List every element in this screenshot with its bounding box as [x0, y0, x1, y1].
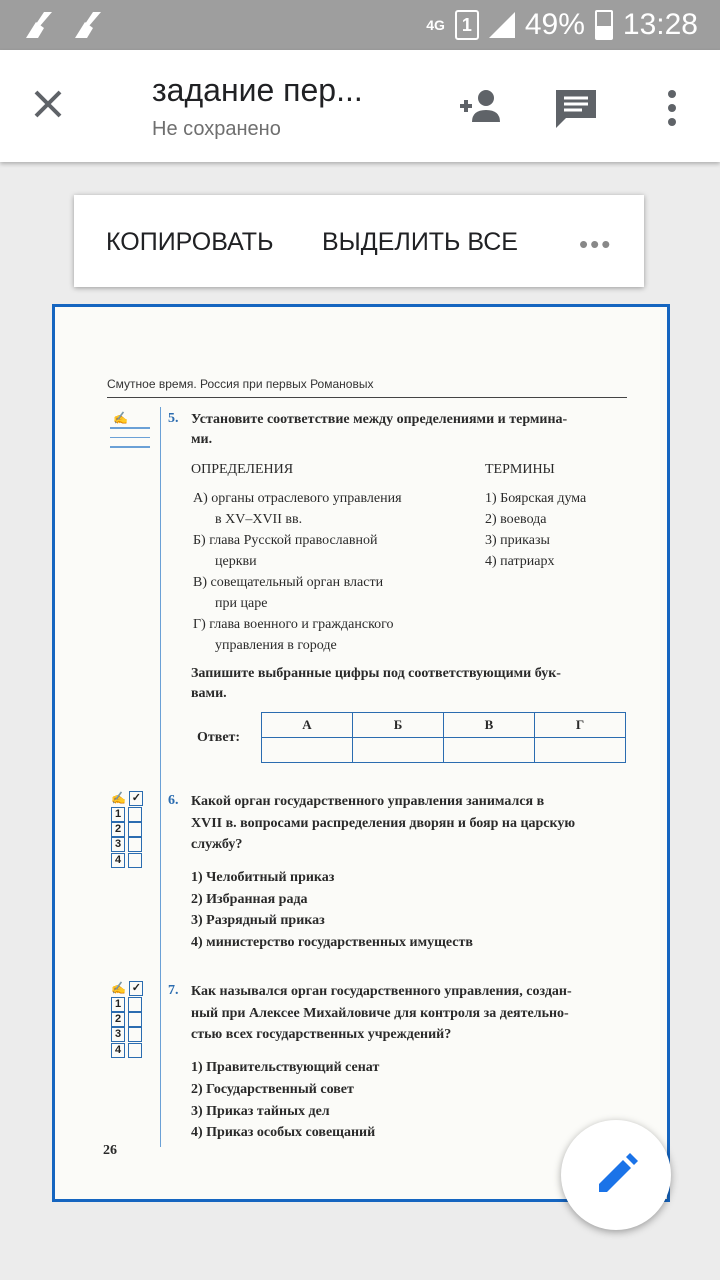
checkbox: [128, 853, 142, 868]
option-number: 4: [111, 1043, 125, 1058]
definition-line: Г) глава военного и гражданского: [193, 617, 394, 632]
document-title: задание пер...: [152, 72, 363, 108]
answer-header: А: [262, 713, 353, 738]
definition-line: церкви: [215, 554, 257, 569]
option-number: 4: [111, 853, 125, 868]
definition-line: Б) глава Русской православной: [193, 533, 378, 548]
broom-icon: [71, 10, 107, 40]
copy-button[interactable]: КОПИРОВАТЬ: [106, 228, 274, 256]
broom-icon: [22, 10, 58, 40]
definition-line: в XV–XVII вв.: [215, 512, 303, 527]
page-header: Смутное время. Россия при первых Романовых: [107, 377, 374, 391]
q5-number: 5.: [168, 411, 179, 426]
margin-lines: [110, 427, 150, 456]
definition-line: А) органы отраслевого управления: [193, 491, 402, 506]
clock: 13:28: [622, 8, 698, 41]
option-number: 1: [111, 807, 125, 822]
terms-title: ТЕРМИНЫ: [485, 462, 555, 477]
term-item: 2) воевода: [485, 512, 547, 527]
checkbox: [128, 837, 142, 852]
option-number: 3: [111, 1027, 125, 1042]
checkbox: [128, 1043, 142, 1058]
status-bar: [0, 0, 720, 50]
document-image[interactable]: [52, 304, 670, 1202]
save-status: Не сохранено: [152, 118, 281, 140]
answer-cell: [262, 738, 353, 763]
q7-text-line1: Как назывался орган государственного управления, создан-: [191, 984, 572, 999]
battery-icon: [595, 10, 613, 40]
term-item: 1) Боярская дума: [485, 491, 587, 506]
add-person-icon[interactable]: [456, 84, 504, 132]
checkbox: [128, 997, 142, 1012]
option-number: 1: [111, 997, 125, 1012]
definitions-title: ОПРЕДЕЛЕНИЯ: [191, 462, 294, 477]
checked-box-icon: ✓: [129, 981, 143, 996]
q7-text-line2: ный при Алексее Михайловиче для контроля за деятельно-: [191, 1006, 569, 1021]
q6-text-line3: службу?: [191, 837, 243, 852]
close-icon[interactable]: [28, 84, 68, 124]
q5-text-line1: Установите соответствие между определениями и термина-: [191, 412, 568, 427]
term-item: 4) патриарх: [485, 554, 555, 569]
q7-option: 2) Государственный совет: [191, 1082, 354, 1097]
checkbox: [128, 822, 142, 837]
q6-option: 4) министерство государственных имуществ: [191, 935, 473, 950]
edit-pencil-icon: [561, 1120, 671, 1230]
definition-line: В) совещательный орган власти: [193, 575, 384, 590]
edit-fab-button[interactable]: [561, 1120, 671, 1230]
notification-icons: [22, 10, 107, 47]
sim-icon: 1: [455, 10, 479, 40]
answer-header: В: [444, 713, 535, 738]
checkbox: [128, 1027, 142, 1042]
network-type-icon: 4G: [426, 17, 445, 33]
q5-instruction-line1: Запишите выбранные цифры под соответствующими бук-: [191, 666, 561, 681]
q6-text-line2: XVII в. вопросами распределения дворян и бояр на царскую: [191, 816, 576, 831]
selection-popup: [74, 195, 644, 287]
answer-table: [261, 712, 626, 763]
q7-number: 7.: [168, 983, 179, 998]
q6-checkboxes: [111, 791, 143, 868]
pencil-mark-icon: ✍: [111, 981, 126, 995]
q7-checkboxes: [111, 981, 143, 1058]
answer-label: Ответ:: [197, 730, 241, 745]
app-bar: [0, 50, 720, 162]
option-number: 2: [111, 822, 125, 837]
pencil-mark-icon: ✍: [111, 791, 126, 805]
q5-instruction-line2: вами.: [191, 686, 227, 701]
checked-box-icon: ✓: [129, 791, 143, 806]
more-vert-icon[interactable]: [650, 84, 698, 132]
q6-number: 6.: [168, 793, 179, 808]
answer-header: Б: [353, 713, 444, 738]
checkbox: [128, 807, 142, 822]
page-number: 26: [103, 1143, 117, 1158]
checkbox: [128, 1012, 142, 1027]
pencil-mark-icon: ✍: [113, 411, 128, 425]
q6-option: 3) Разрядный приказ: [191, 913, 325, 928]
q5-text-line2: ми.: [191, 432, 213, 447]
signal-icon: [489, 12, 515, 38]
more-options-button[interactable]: •••: [579, 229, 613, 259]
option-number: 2: [111, 1012, 125, 1027]
q7-option: 4) Приказ особых совещаний: [191, 1125, 376, 1140]
q7-text-line3: стью всех государственных учреждений?: [191, 1027, 452, 1042]
margin-line: [160, 407, 161, 1147]
definition-line: при царе: [215, 596, 268, 611]
answer-cell: [353, 738, 444, 763]
q6-text-line1: Какой орган государственного управления занимался в: [191, 794, 545, 809]
header-divider: [107, 397, 627, 398]
q6-option: 2) Избранная рада: [191, 892, 308, 907]
comment-icon[interactable]: [552, 84, 600, 132]
definition-line: управления в городе: [215, 638, 337, 653]
answer-cell: [444, 738, 535, 763]
q7-option: 3) Приказ тайных дел: [191, 1104, 330, 1119]
battery-percent: 49%: [524, 8, 585, 41]
select-all-button[interactable]: ВЫДЕЛИТЬ ВСЕ: [322, 228, 518, 256]
answer-header: Г: [535, 713, 626, 738]
answer-cell: [535, 738, 626, 763]
term-item: 3) приказы: [485, 533, 550, 548]
q6-option: 1) Челобитный приказ: [191, 870, 335, 885]
option-number: 3: [111, 837, 125, 852]
q7-option: 1) Правительствующий сенат: [191, 1060, 380, 1075]
